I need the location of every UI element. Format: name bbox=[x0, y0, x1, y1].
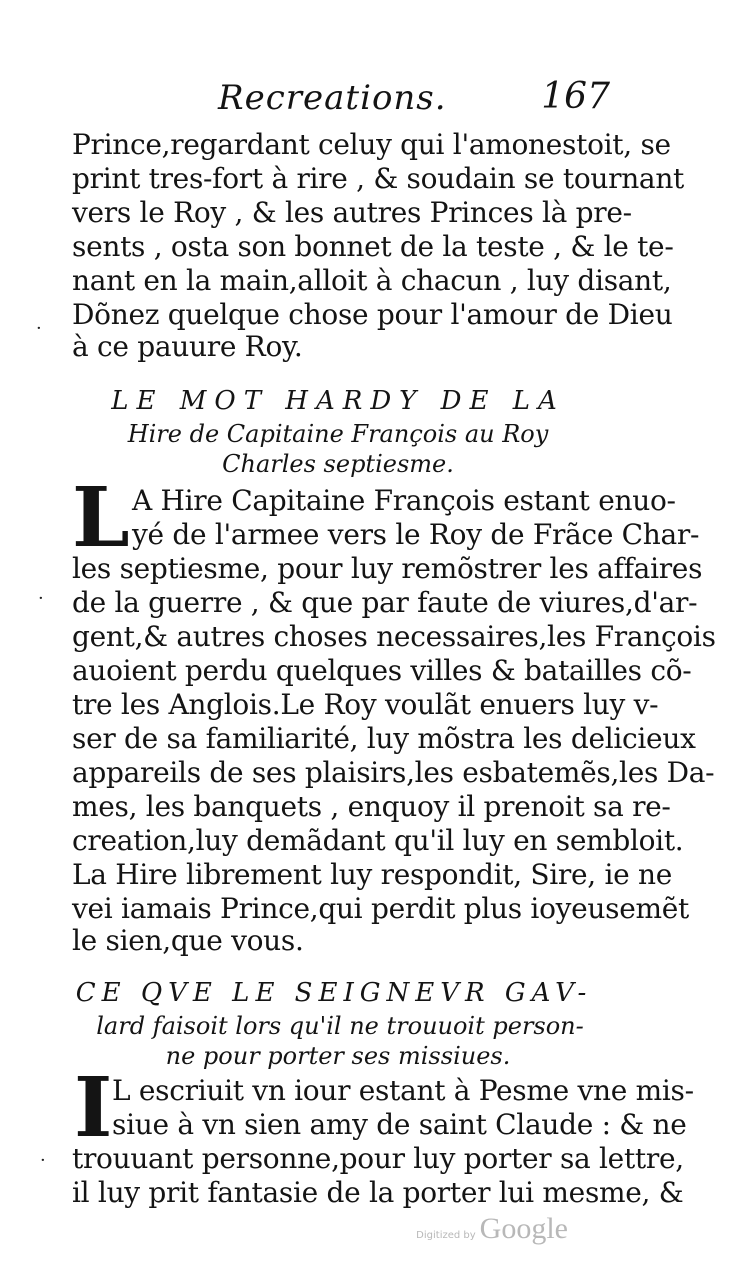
running-title: Recreations. bbox=[218, 78, 447, 118]
paragraph1-line-1: Prince,regardant celuy qui l'amonestoit, se bbox=[72, 128, 671, 161]
paragraph3-line-4: il luy prit fantasie de la porter lui mesme, & bbox=[72, 1176, 684, 1209]
dropcap-i: I bbox=[74, 1060, 113, 1156]
paragraph2-line-14: le sien,que vous. bbox=[72, 924, 304, 957]
paragraph1-line-4: sents , osta son bonnet de la teste , & le te- bbox=[72, 230, 674, 263]
paragraph2-line-3: les septiesme, pour luy remõstrer les affaires bbox=[72, 552, 703, 585]
paragraph3-line-2: siue à vn sien amy de saint Claude : & ne bbox=[112, 1108, 687, 1141]
watermark-caption: Digitized by bbox=[416, 1230, 476, 1241]
paragraph3-line-3: trouuant personne,pour luy porter sa lettre, bbox=[72, 1142, 684, 1175]
paragraph1-line-6: Dõnez quelque chose pour l'amour de Dieu bbox=[72, 298, 673, 331]
heading2-line-3: ne pour porter ses missiues. bbox=[165, 1042, 511, 1070]
paragraph1-line-7: à ce pauure Roy. bbox=[72, 330, 303, 363]
heading1-line-2: Hire de Capitaine François au Roy bbox=[127, 420, 549, 448]
paragraph1-line-5: nant en la main,alloit à chacun , luy disant, bbox=[72, 264, 672, 297]
heading2-caps: CE QVE LE SEIGNEVR GAV- bbox=[75, 978, 593, 1008]
paragraph3-line-1: L escriuit vn iour estant à Pesme vne mis- bbox=[112, 1074, 694, 1107]
paragraph2-line-6: auoient perdu quelques villes & batailles cõ- bbox=[72, 654, 692, 687]
paragraph2-line-1: A Hire Capitaine François estant enuo- bbox=[132, 484, 676, 517]
paragraph2-line-4: de la guerre , & que par faute de viures,d'ar- bbox=[72, 586, 698, 619]
paragraph2-line-12: La Hire librement luy respondit, Sire, ie ne bbox=[72, 858, 673, 891]
paragraph2-line-9: appareils de ses plaisirs,les esbatemẽs,les Da- bbox=[72, 756, 715, 789]
paragraph2-line-5: gent,& autres choses necessaires,les François bbox=[72, 620, 716, 653]
paragraph1-line-3: vers le Roy , & les autres Princes là pre- bbox=[72, 196, 632, 229]
running-head bbox=[70, 78, 610, 124]
paragraph1-line-2: print tres-fort à rire , & soudain se tournant bbox=[72, 162, 685, 195]
margin-mark: · bbox=[40, 1150, 46, 1171]
dropcap-l: L bbox=[72, 470, 130, 566]
heading1-line-3: Charles septiesme. bbox=[222, 450, 454, 478]
heading1-caps: LE MOT HARDY DE LA bbox=[111, 386, 565, 416]
google-logo: Google bbox=[479, 1212, 568, 1245]
heading2-line-2: lard faisoit lors qu'il ne trouuoit person- bbox=[96, 1012, 584, 1040]
paragraph2-line-7: tre les Anglois.Le Roy voulãt enuers luy v- bbox=[72, 688, 659, 721]
margin-mark: · bbox=[36, 318, 42, 339]
paragraph2-line-2: yé de l'armee vers le Roy de Frãce Char- bbox=[132, 518, 700, 551]
paragraph2-line-8: ser de sa familiarité, luy mõstra les delicieux bbox=[72, 722, 696, 755]
digitized-watermark bbox=[416, 1212, 568, 1246]
paragraph2-line-13: vei iamais Prince,qui perdit plus ioyeusemẽt bbox=[72, 892, 689, 925]
paragraph2-line-11: creation,luy demãdant qu'il luy en sembloit. bbox=[72, 824, 684, 857]
margin-mark: · bbox=[38, 588, 44, 609]
page-number: 167 bbox=[541, 76, 610, 117]
paragraph2-line-10: mes, les banquets , enquoy il prenoit sa re- bbox=[72, 790, 671, 823]
